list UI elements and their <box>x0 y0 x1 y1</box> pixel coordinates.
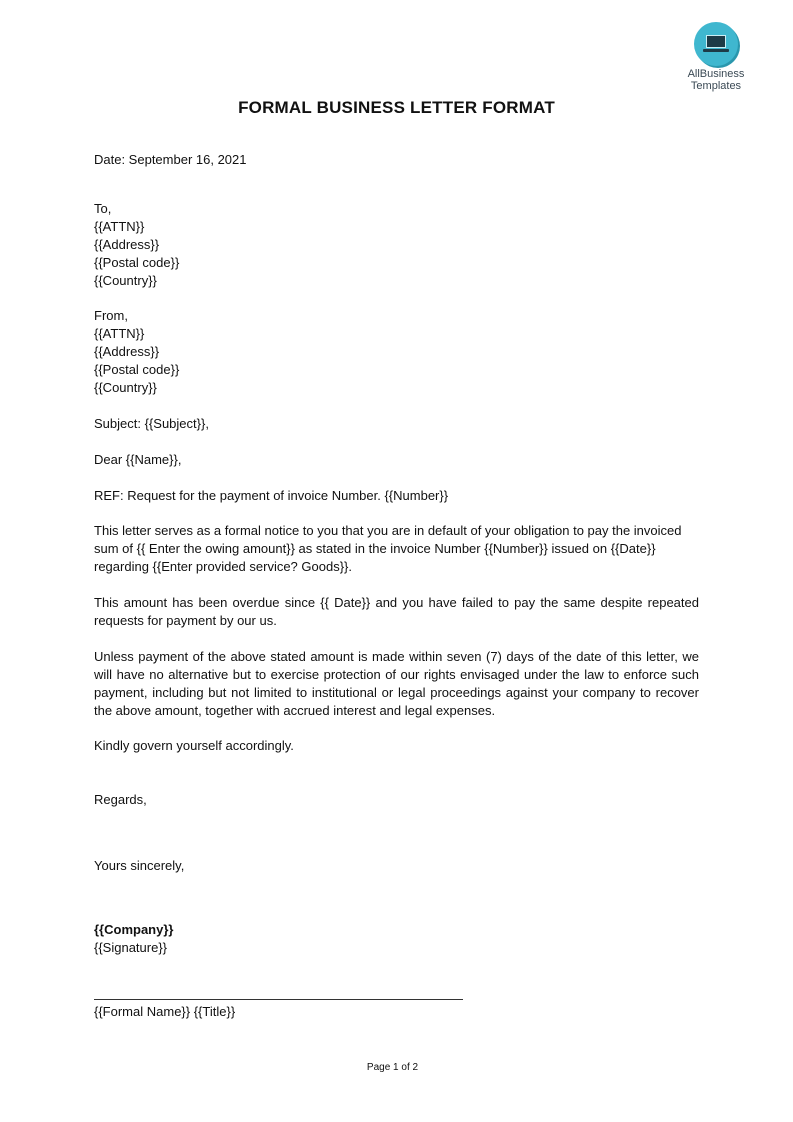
to-heading: To, <box>94 201 112 216</box>
to-country: {{Country}} <box>94 273 157 288</box>
laptop-icon <box>694 22 738 66</box>
formal-name-title: {{Formal Name}} {{Title}} <box>94 1004 236 1019</box>
body-paragraph-4: Kindly govern yourself accordingly. <box>94 738 294 753</box>
from-postal-code: {{Postal code}} <box>94 362 180 377</box>
salutation: Dear {{Name}}, <box>94 452 182 467</box>
regards-line: Regards, <box>94 792 147 807</box>
page-number: Page 1 of 2 <box>366 1062 419 1073</box>
subject-line: Subject: {{Subject}}, <box>94 416 209 431</box>
to-attn: {{ATTN}} <box>94 219 145 234</box>
page-title: FORMAL BUSINESS LETTER FORMAT <box>238 98 555 117</box>
from-address: {{Address}} <box>94 344 160 359</box>
from-heading: From, <box>94 308 128 323</box>
signature-placeholder: {{Signature}} <box>94 940 168 955</box>
body-paragraph-1: This letter serves as a formal notice to you that you are in default of your obligation to pay the invoiced sum of {{ Enter the owing amount}} as stated in the invoice Number {{Number}} issued on {{Date}} regarding {{Enter provided service? Goods}}. <box>94 523 682 574</box>
logo-line-2: Templates <box>690 80 742 92</box>
company-name: {{Company}} <box>94 922 174 937</box>
to-address: {{Address}} <box>94 237 160 252</box>
logo-text <box>676 68 756 92</box>
date-line: Date: September 16, 2021 <box>94 152 247 167</box>
to-postal-code: {{Postal code}} <box>94 255 180 270</box>
signature-line <box>94 999 463 1000</box>
closing-line: Yours sincerely, <box>94 858 185 873</box>
brand-logo <box>676 22 756 92</box>
logo-line-1: AllBusiness <box>687 68 745 80</box>
from-attn: {{ATTN}} <box>94 326 145 341</box>
from-country: {{Country}} <box>94 380 157 395</box>
body-paragraph-2: This amount has been overdue since {{ Date}} and you have failed to pay the same despite repeated requests for payment by our us. <box>94 595 699 628</box>
body-paragraph-3: Unless payment of the above stated amount is made within seven (7) days of the date of this letter, we will have no alternative but to exercise protection of our rights envisaged under the law to enforce such payment, including but not limited to institutional or legal proceedings against your company to recover the above amount, together with accrued interest and legal expenses. <box>94 649 699 718</box>
ref-line: REF: Request for the payment of invoice Number. {{Number}} <box>94 488 449 503</box>
